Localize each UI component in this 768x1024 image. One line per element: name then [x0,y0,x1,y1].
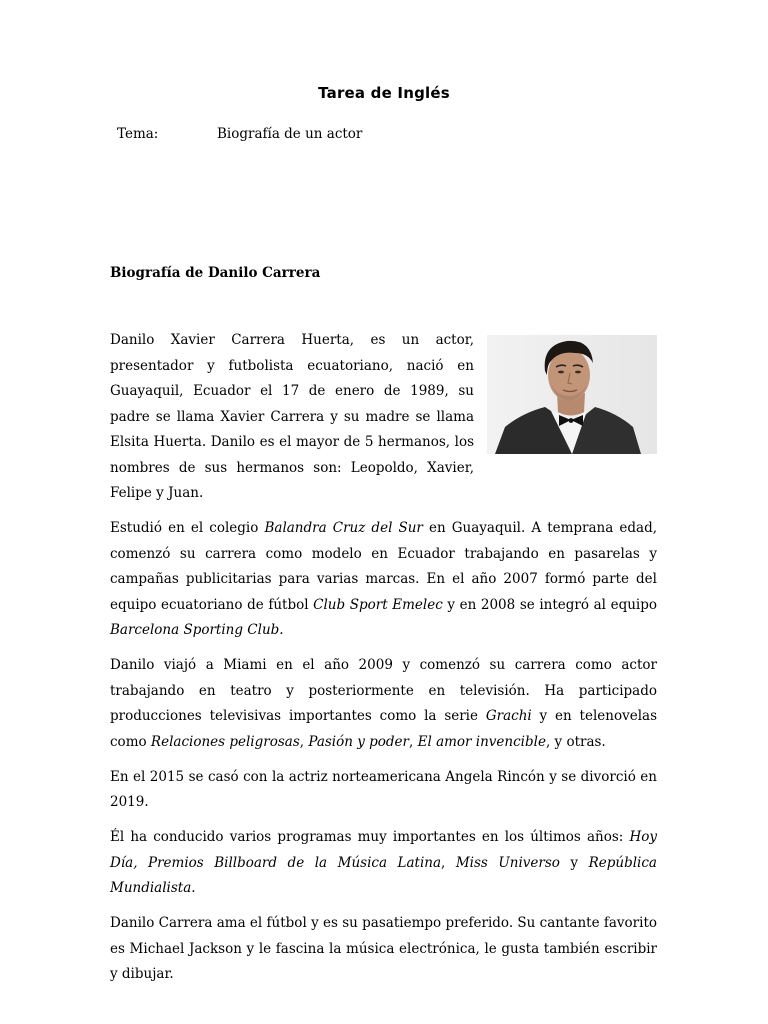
paragraph-4: En el 2015 se casó con la actriz norteamericana Angela Rincón y se divorció en 2019. [110,768,657,810]
biography-body [110,328,657,997]
program-title: República Mundialista. [110,854,657,896]
topic-row [117,126,362,142]
paragraph-5-text: , [441,854,456,871]
team-name: Club Sport Emelec [313,596,443,613]
paragraph-3 [110,653,657,755]
topic-value: Biografía de un actor [217,126,363,142]
telenovela-title: El amor invencible [417,733,546,750]
program-title: Miss Universo [455,854,560,871]
paragraph-5-text: y [559,854,589,871]
telenovela-title: Relaciones peligrosas [150,733,300,750]
program-title: Hoy Día, Premios Billboard de la Música Latina [110,829,657,871]
topic-label: Tema: [117,126,159,142]
paragraph-5 [110,825,657,902]
portrait-photo-icon [487,335,657,454]
paragraph-6: Danilo Carrera ama el fútbol y es su pasatiempo preferido. Su cantante favorito es Michael Jackson y le fascina la música electrónica, le gusta también escribir y dibujar. [110,915,657,982]
paragraph-3-text: Danilo viajó a Miami en el año 2009 y comenzó su carrera como actor trabajando en teatro y posteriormente en televisión. Ha participado producciones televisivas importantes como la serie [110,657,657,724]
team-name: Barcelona Sporting Club. [110,622,284,638]
biography-heading: Biografía de Danilo Carrera [110,265,321,281]
paragraph-2-text: Estudió en el colegio [110,520,265,536]
series-title: Grachi [485,708,532,724]
paragraph-5-text: Él ha conducido varios programas muy importantes en los últimos años: [110,829,630,845]
paragraph-3-text: , y otras. [545,733,606,750]
school-name: Balandra Cruz del Sur [264,520,423,536]
paragraph-3-text: , [409,733,418,750]
paragraph-1-text: Danilo Xavier Carrera Huerta, es un actor, presentador y futbolista ecuatoriano, nació en Guayaquil, Ecuador el 17 de enero de 1989, su padre se llama Xavier Carrera y su madre se llama Elsita Huerta. Danilo es el mayor de 5 hermanos, los nombres de sus hermanos son: Leopoldo, Xavier, Felipe y Juan. [110,332,474,501]
document-title: Tarea de Inglés [318,84,450,102]
paragraph-3-text: y en telenovelas como [110,708,658,750]
paragraph-3-text: , [299,733,309,750]
telenovela-title: Pasión y poder [308,733,410,750]
paragraph-2 [110,516,657,644]
paragraph-2-text: y en 2008 se integró al equipo [442,596,657,613]
paragraph-2-text: en Guayaquil. A temprana edad, comenzó su carrera como modelo en Ecuador trabajando en pasarelas y campañas publicitarias para varias marcas. En el año 2007 formó parte del equipo ecuatoriano de fútbol [110,520,658,613]
paragraph-1 [110,328,657,507]
